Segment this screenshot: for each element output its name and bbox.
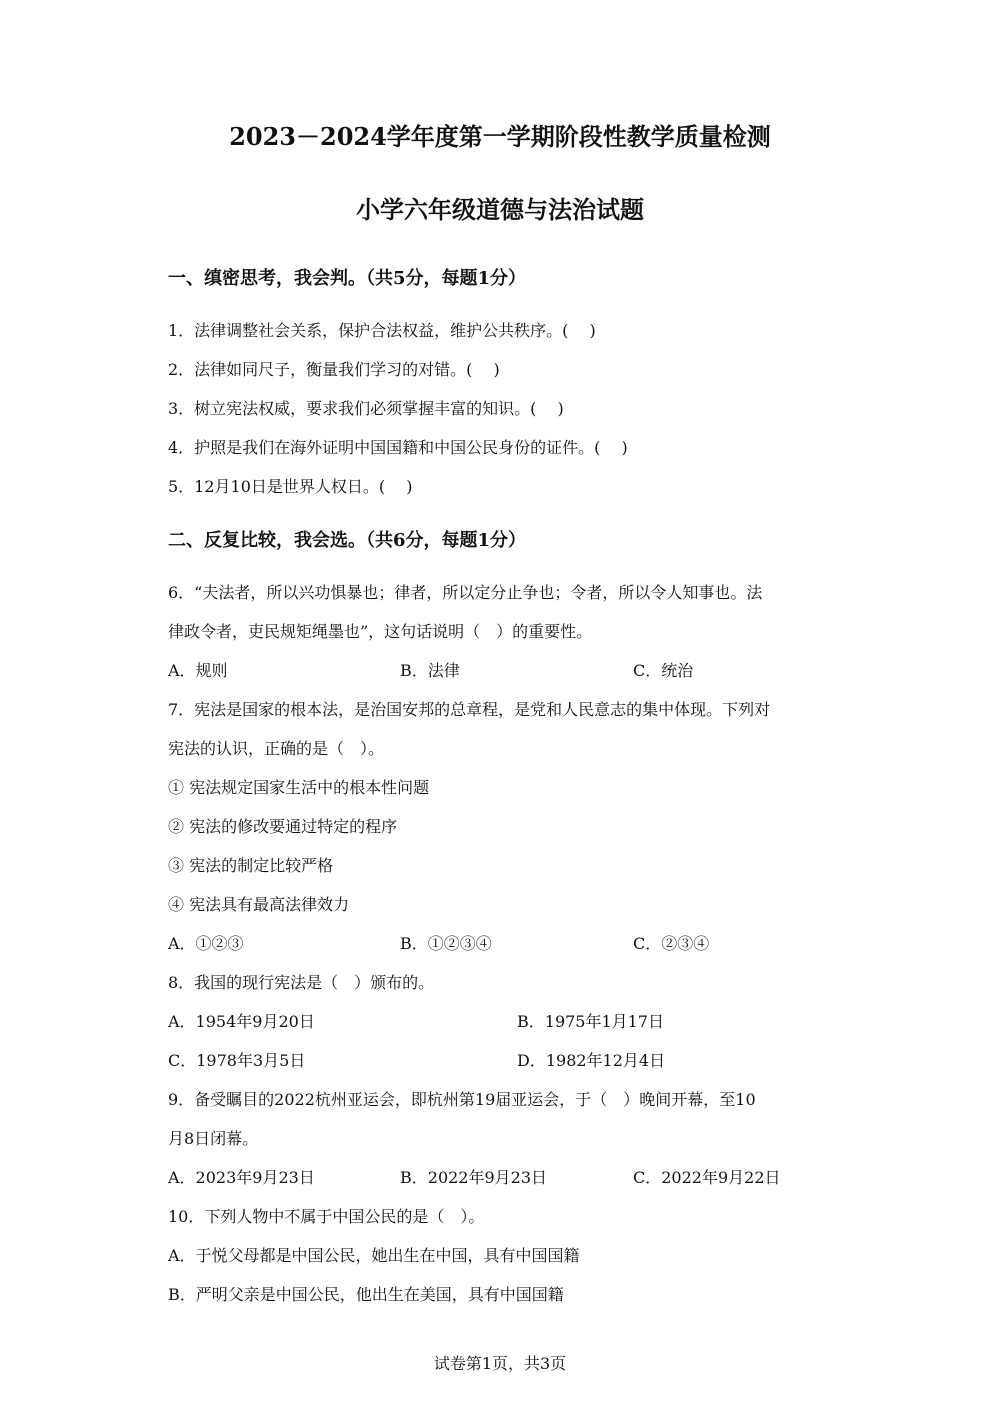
q9-option-b: B．2022年9月23日	[400, 1168, 548, 1187]
q7-option-c: C．②③④	[633, 934, 710, 953]
exam-title: 2023－2024学年度第一学期阶段性教学质量检测	[229, 122, 771, 151]
question-6-line-2: 律政令者，吏民规矩绳墨也”，这句话说明（ ）的重要性。	[168, 622, 593, 641]
question-10: 10．下列人物中不属于中国公民的是（ ）。	[168, 1207, 485, 1226]
q8-option-b: B．1975年1月17日	[517, 1012, 665, 1031]
question-9-line-1: 9．备受瞩目的2022杭州亚运会，即杭州第19届亚运会，于（ ）晚间开幕，至10	[168, 1090, 756, 1109]
q9-option-a: A．2023年9月23日	[168, 1168, 315, 1187]
question-2: 2．法律如同尺子，衡量我们学习的对错。( )	[168, 360, 500, 379]
question-1: 1．法律调整社会关系，保护合法权益，维护公共秩序。( )	[168, 321, 596, 340]
exam-subtitle: 小学六年级道德与法治试题	[356, 195, 644, 224]
question-9-line-2: 月8日闭幕。	[168, 1129, 259, 1148]
q6-option-c: C．统治	[633, 661, 694, 680]
q7-statement-2: ② 宪法的修改要通过特定的程序	[168, 817, 398, 836]
q6-option-a: A．规则	[168, 661, 228, 680]
question-3: 3．树立宪法权威，要求我们必须掌握丰富的知识。( )	[168, 399, 564, 418]
section-1-heading: 一、缜密思考，我会判。（共5分，每题1分）	[168, 268, 527, 289]
q9-option-c: C．2022年9月22日	[633, 1168, 781, 1187]
q7-statement-1: ① 宪法规定国家生活中的根本性问题	[168, 778, 430, 797]
question-6-line-1: 6．“夫法者，所以兴功惧暴也；律者，所以定分止争也；令者，所以令人知事也。法	[168, 583, 763, 602]
q8-option-d: D．1982年12月4日	[517, 1051, 666, 1070]
q7-statement-4: ④ 宪法具有最高法律效力	[168, 895, 350, 914]
question-4: 4．护照是我们在海外证明中国国籍和中国公民身份的证件。( )	[168, 438, 628, 457]
q10-option-b: B．严明父亲是中国公民，他出生在美国，具有中国国籍	[168, 1285, 564, 1304]
q8-option-a: A．1954年9月20日	[168, 1012, 315, 1031]
section-2-heading: 二、反复比较，我会选。（共6分，每题1分）	[168, 530, 527, 551]
page-footer: 试卷第1页，共3页	[433, 1354, 567, 1373]
q10-option-a: A．于悦父母都是中国公民，她出生在中国，具有中国国籍	[168, 1246, 580, 1265]
question-8: 8．我国的现行宪法是（ ）颁布的。	[168, 973, 435, 992]
q7-option-a: A．①②③	[168, 934, 244, 953]
q6-option-b: B．法律	[400, 661, 460, 680]
q7-option-b: B．①②③④	[400, 934, 492, 953]
question-7-line-2: 宪法的认识，正确的是（ ）。	[168, 739, 385, 758]
question-7-line-1: 7．宪法是国家的根本法，是治国安邦的总章程，是党和人民意志的集中体现。下列对	[168, 700, 771, 719]
q8-option-c: C．1978年3月5日	[168, 1051, 306, 1070]
q7-statement-3: ③ 宪法的制定比较严格	[168, 856, 334, 875]
question-5: 5．12月10日是世界人权日。( )	[168, 477, 413, 496]
